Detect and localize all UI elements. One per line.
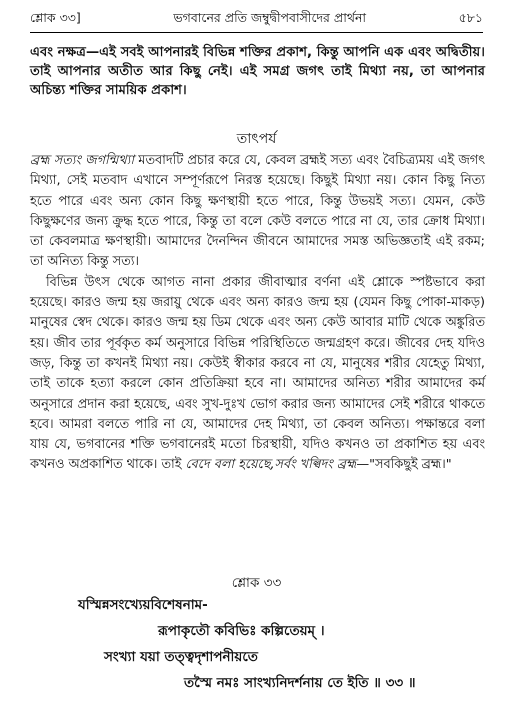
purport-paragraph-2: [30, 273, 485, 476]
running-header: [30, 10, 483, 30]
page-number: ৫৮১: [458, 10, 483, 25]
header-rule: [30, 32, 483, 33]
header-verse-ref: শ্লোক ৩৩]: [30, 10, 81, 25]
purport-p1-text: মতবাদটি প্রচার করে যে, কেবল ব্রহ্মই সত্য এবং বৈচিত্র্যময় এই জগৎ মিথ্যা, সেই মতবাদ এখানে সম্পূর্ণরূপে নিরস্ত হয়েছে। কিছুই মিথ্যা নয়। কোন কিছু নিত্য হতে পারে এবং অন্য কোন কিছু ক্ষণস্থায়ী হতে পারে, কিন্তু উভয়ই সত্য। যেমন, কেউ কিছুক্ষণের জন্য ক্রুদ্ধ হতে পারে, কিন্তু তা বলে কেউ বলতে পারে না যে, তার ক্রোধ মিথ্যা। তা কেবলমাত্র ক্ষণস্থায়ী। আমাদের দৈনন্দিন জীবনে আমাদের সমস্ত অভিজ্ঞতাই এই রকম; তা অনিত্য কিন্তু সত্য।: [30, 153, 485, 270]
sloka-verse: [30, 592, 485, 696]
purport-body: [30, 151, 485, 476]
purport-p2-text: বিভিন্ন উৎস থেকে আগত নানা প্রকার জীবাত্মার বর্ণনা এই শ্লোকে স্পষ্টভাবে করা হয়েছে। কারও জন্ম হয় জরায়ু থেকে এবং অন্য কারও জন্ম হয় (যেমন কিছু পোকা-মাকড়) মানুষের স্বেদ থেকে। কারও জন্ম হয় ডিম থেকে এবং অন্য কেউ আবার মাটি থেকে অঙ্কুরিত হয়। জীব তার পূর্বকৃত কর্ম অনুসারে বিভিন্ন পরিস্থিতিতে জন্মগ্রহণ করে। জীবের দেহ যদিও জড়, কিন্তু তা কখনই মিথ্যা নয়। কেউই স্বীকার করবে না যে, মানুষের শরীর যেহেতু মিথ্যা, তাই তাকে হত্যা করলে কোন প্রতিক্রিয়া হবে না। আমাদের অনিত্য শরীর আমাদের কর্ম অনুসারে প্রদান করা হয়েছে, এবং সুখ-দুঃখ ভোগ করার জন্য আমাদের সেই শরীরে থাকতে হবে। আমরা বলতে পারি না যে, আমাদের দেহ মিথ্যা, তা কেবল অনিত্য। পক্ষান্তরে বলা যায় যে, ভগবানের শক্তি ভগবানেরই মতো চিরস্থায়ী, যদিও কখনও তা প্রকাশিত হয় এবং কখনও অপ্রকাশিত থাকে। তাই: [30, 274, 485, 473]
purport-paragraph-1: [30, 151, 485, 273]
header-chapter-title: ভগবানের প্রতি জম্বুদ্বীপবাসীদের প্রার্থনা: [173, 10, 367, 25]
sloka-line-1: যস্মিন্নসংখ্যেয়বিশেষনাম-: [78, 597, 208, 613]
purport-p1-italic: ব্রহ্ম সত্যং জগন্মিথ্যা: [30, 153, 135, 168]
sloka-line-3: সংখ্যা যয়া তত্ত্বদৃশাপনীয়তে: [104, 649, 258, 665]
sloka-line-2: রূপাকৃতৌ কবিভিঃ কল্পিতেয়ম্ ।: [158, 623, 325, 639]
purport-p2-italic: বেদে বলা হয়েছে,সর্বং খল্বিদং ব্রহ্ম: [185, 457, 357, 473]
verse-translation: [30, 43, 485, 100]
sloka-line-4: তস্মৈ নমঃ সাংখ্যনিদর্শনায় তে ইতি ॥ ৩৩ ॥: [184, 675, 416, 691]
sloka-title: শ্লোক ৩৩: [231, 575, 282, 591]
verse-translation-text: এবং নক্ষত্র—এই সবই আপনারই বিভিন্ন শক্তির প্রকাশ, কিন্তু আপনি এক এবং অদ্বিতীয়। তাই আপনার অতীত আর কিছু নেই। এই সমগ্র জগৎ তাই মিথ্যা নয়, তা আপনার অচিন্ত্য শক্তির সাময়িক প্রকাশ।: [30, 45, 485, 98]
purport-p2-end: —"সবকিছুই ব্রহ্ম।": [356, 457, 452, 473]
purport-heading: তাৎপর্য: [236, 131, 277, 147]
